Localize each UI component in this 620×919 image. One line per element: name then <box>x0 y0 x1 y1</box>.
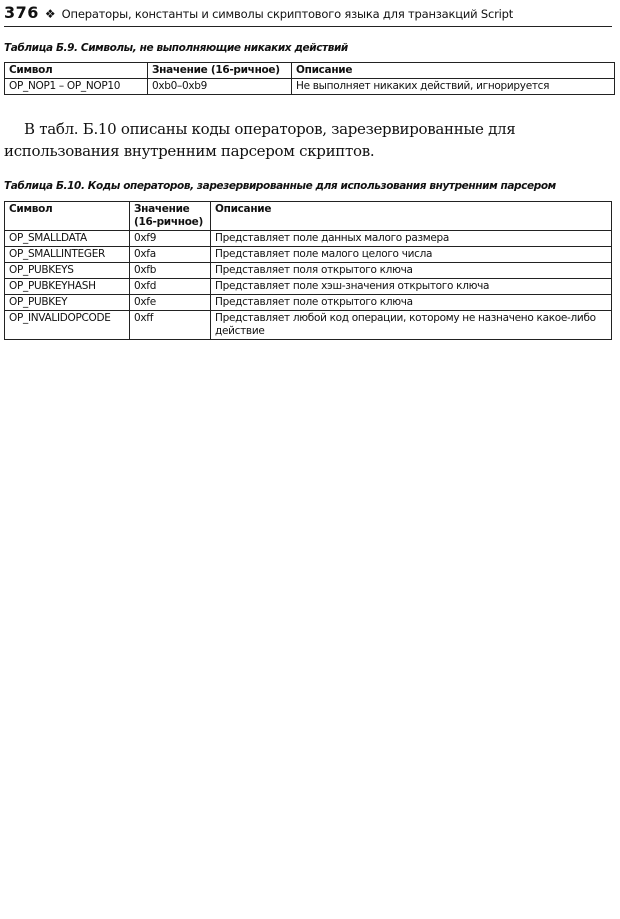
table-cell: 0xf9 <box>130 231 211 247</box>
table-b10-caption: Таблица Б.10. Коды операторов, зарезервированные для использования внутренним парсером <box>4 180 556 192</box>
column-header: Символ <box>5 202 130 231</box>
table-cell: 0xfb <box>130 263 211 279</box>
table-cell: Представляет поле малого целого числа <box>211 247 612 263</box>
column-header: Значение (16-ричное) <box>148 63 292 79</box>
table-cell: OP_SMALLINTEGER <box>5 247 130 263</box>
table-cell: Представляет любой код операции, которому не назначено какое-либо действие <box>211 311 612 340</box>
column-header: Описание <box>211 202 612 231</box>
table-row <box>5 231 612 247</box>
table-cell: OP_PUBKEYHASH <box>5 279 130 295</box>
page-number: 376 <box>4 3 39 22</box>
table-cell: Представляет поля открытого ключа <box>211 263 612 279</box>
table-row <box>5 79 615 95</box>
table-cell: OP_PUBKEYS <box>5 263 130 279</box>
table-row <box>5 247 612 263</box>
column-header: Значение (16-ричное) <box>130 202 211 231</box>
table-row <box>5 311 612 340</box>
column-header: Символ <box>5 63 148 79</box>
table-b10 <box>4 201 612 340</box>
table-row <box>5 263 612 279</box>
column-header: Описание <box>292 63 615 79</box>
body-paragraph: В табл. Б.10 описаны коды операторов, зарезервированные для использования внутренним парсером скриптов. <box>4 120 516 160</box>
table-cell: Представляет поле данных малого размера <box>211 231 612 247</box>
running-title: Операторы, константы и символы скриптового языка для транзакций Script <box>61 7 514 21</box>
table-cell: 0xfd <box>130 279 211 295</box>
table-cell: 0xff <box>130 311 211 340</box>
table-cell: Представляет поле открытого ключа <box>211 295 612 311</box>
table-header-row <box>5 202 612 231</box>
table-row <box>5 279 612 295</box>
table-cell: OP_NOP1 – OP_NOP10 <box>5 79 148 95</box>
table-cell: 0xb0–0xb9 <box>148 79 292 95</box>
table-header-row <box>5 63 615 79</box>
diamond-icon: ❖ <box>44 7 56 21</box>
table-b9 <box>4 62 615 95</box>
table-cell: OP_SMALLDATA <box>5 231 130 247</box>
table-cell: 0xfa <box>130 247 211 263</box>
table-cell: OP_PUBKEY <box>5 295 130 311</box>
table-cell: OP_INVALIDOPCODE <box>5 311 130 340</box>
table-row <box>5 295 612 311</box>
running-header <box>4 3 612 27</box>
table-cell: Не выполняет никаких действий, игнорируется <box>292 79 615 95</box>
table-cell: 0xfe <box>130 295 211 311</box>
table-cell: Представляет поле хэш-значения открытого ключа <box>211 279 612 295</box>
table-b9-caption: Таблица Б.9. Символы, не выполняющие никаких действий <box>4 42 348 54</box>
